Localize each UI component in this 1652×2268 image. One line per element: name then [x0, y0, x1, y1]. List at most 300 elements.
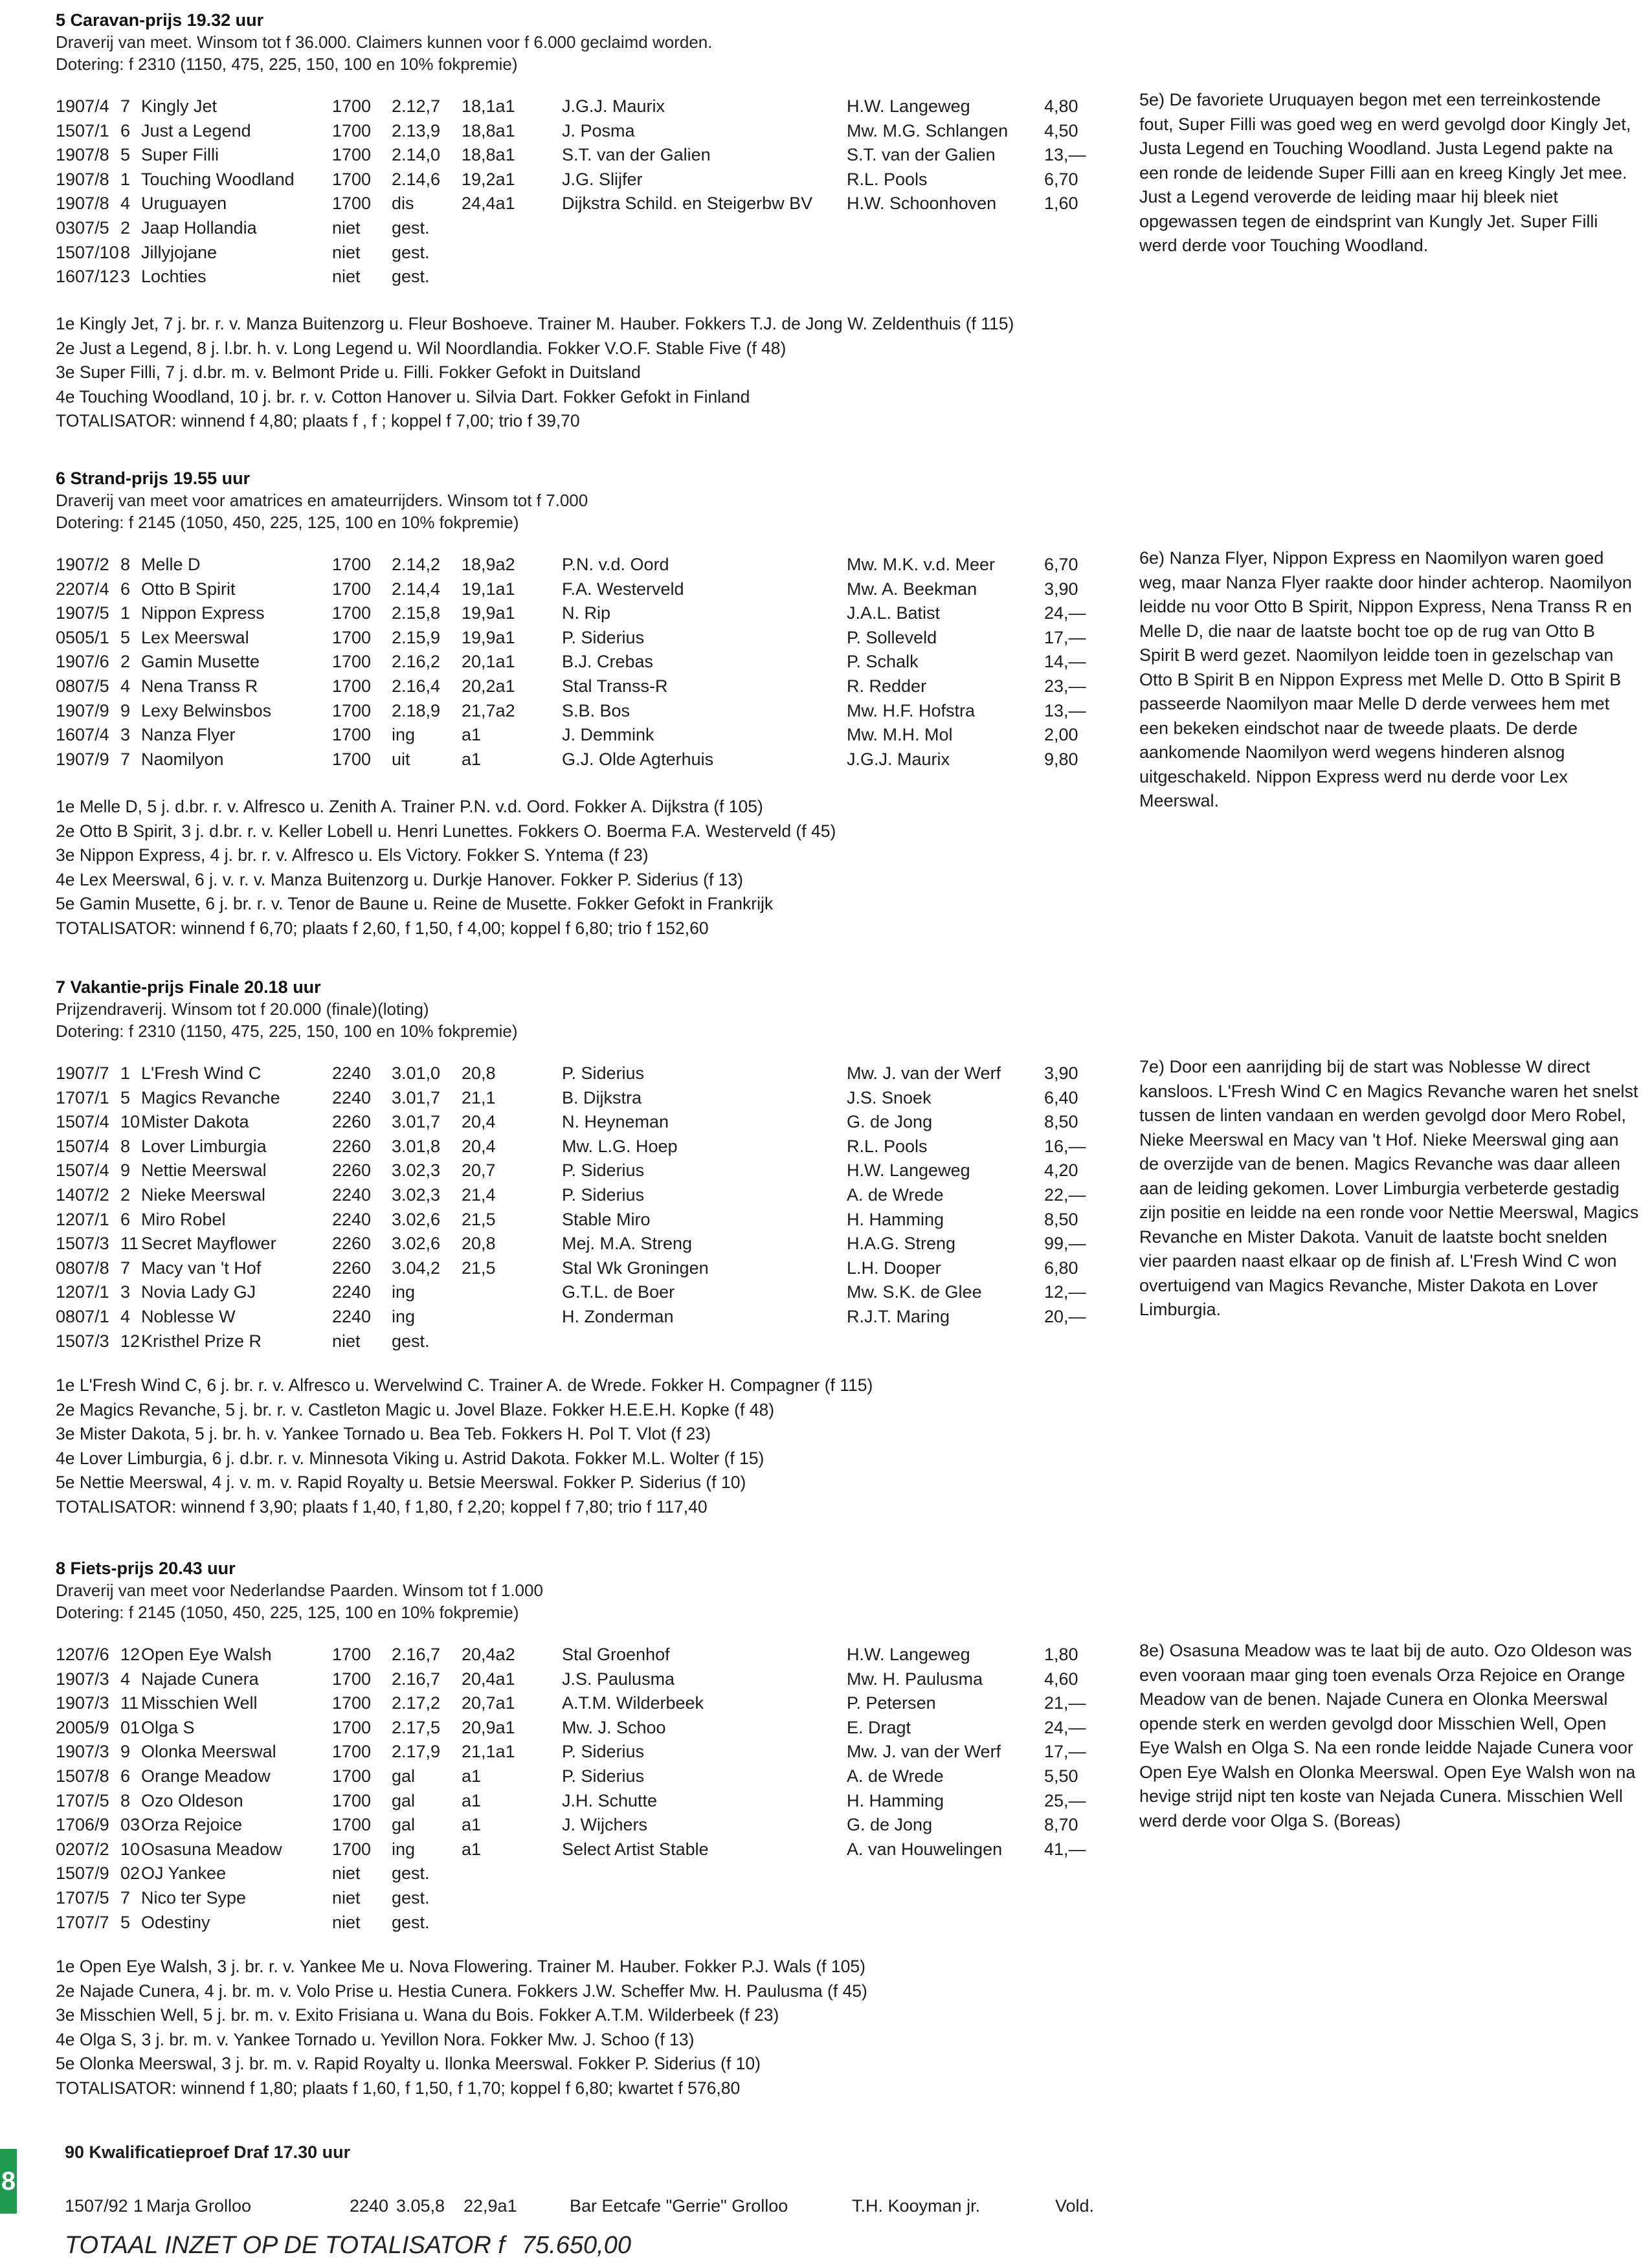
cell-red: 20,4 [462, 1112, 496, 1132]
cell-time: gest. [392, 1863, 430, 1884]
cell-name: Lover Limburgia [141, 1136, 267, 1156]
cell-rider: Stal Transs-R [562, 676, 668, 696]
cell-rider: J. Posma [562, 120, 635, 140]
cell-time: ing [392, 725, 416, 745]
cell-num: 4 [120, 194, 131, 214]
race-8 [56, 1557, 1635, 2100]
cell-odds [1044, 1911, 1099, 1935]
cell-trainer: R.L. Pools [847, 169, 928, 189]
results-table [56, 94, 1099, 289]
cell-trainer: Mw. J. van der Werf [847, 1063, 1001, 1083]
cell-code: 1507/4 [56, 1136, 109, 1156]
cell-trainer: Mw. M.H. Mol [847, 725, 953, 745]
cell-red: 20,8 [462, 1063, 496, 1083]
cell-red [462, 265, 562, 289]
cell-time: dis [392, 194, 414, 214]
cell-odds: 8,70 [1044, 1815, 1078, 1835]
cell-name: Magics Revanche [141, 1087, 280, 1107]
cell-red: 24,4a1 [462, 194, 515, 214]
cell-time: 3.02,6 [392, 1234, 441, 1254]
cell-trainer: Mw. S.K. de Glee [847, 1282, 982, 1302]
cell-rider: F.A. Westerveld [562, 579, 684, 599]
cell-num: 7 [120, 96, 131, 116]
cell-num: 11 [120, 1693, 139, 1713]
result-row [56, 1838, 1099, 1862]
cell-odds: 8,50 [1044, 1209, 1078, 1229]
cell-code: 1507/4 [56, 1161, 109, 1181]
detail-line: 3e Misschien Well, 5 j. br. m. v. Exito Frisiana u. Wana du Bois. Fokker A.T.M. Wilderbeek (f 23) [56, 2005, 779, 2025]
result-row [56, 1183, 1099, 1208]
cell-name: Miro Robel [141, 1209, 226, 1229]
race-results [56, 1643, 1635, 1940]
detail-line: 1e L'Fresh Wind C, 6 j. br. r. v. Alfresco u. Wervelwind C. Trainer A. de Wrede. Fokker H. Compagner (f 115) [56, 1375, 873, 1395]
q-rider: Bar Eetcafe "Gerrie" Grolloo [570, 2196, 788, 2216]
cell-trainer [847, 1329, 1044, 1354]
cell-num: 8 [120, 1136, 131, 1156]
cell-red: 20,4 [462, 1136, 496, 1156]
cell-red: 19,1a1 [462, 579, 515, 599]
cell-rider: Stable Miro [562, 1209, 651, 1229]
cell-trainer: Mw. H. Paulusma [847, 1669, 983, 1689]
cell-dist: 1700 [332, 96, 372, 116]
cell-trainer: H.A.G. Streng [847, 1234, 956, 1254]
cell-num: 7 [120, 1258, 131, 1278]
cell-time: 2.12,7 [392, 96, 441, 116]
cell-odds: 17,— [1044, 627, 1086, 647]
cell-code: 1507/3 [56, 1234, 109, 1254]
result-row [56, 119, 1099, 144]
race-6 [56, 467, 1635, 940]
result-row [56, 699, 1099, 724]
cell-rider: P. Siderius [562, 1766, 645, 1786]
cell-code: 1707/1 [56, 1087, 109, 1107]
cell-trainer: J.S. Snoek [847, 1087, 932, 1107]
cell-dist: 1700 [332, 1766, 372, 1786]
cell-odds: 99,— [1044, 1234, 1086, 1254]
cell-dist: niet [332, 1863, 361, 1884]
cell-time: gest. [392, 1912, 430, 1932]
result-row [56, 1643, 1099, 1667]
race-dotering: Dotering: f 2145 (1050, 450, 225, 125, 100 en 10% fokpremie) [56, 1603, 519, 1622]
cell-dist: niet [332, 267, 361, 287]
detail-line: 2e Magics Revanche, 5 j. br. r. v. Castleton Magic u. Jovel Blaze. Fokker H.E.E.H. Kopke (f 48) [56, 1399, 775, 1419]
cell-odds: 1,60 [1044, 194, 1078, 214]
cell-code: 1907/4 [56, 96, 109, 116]
cell-trainer: J.G.J. Maurix [847, 749, 950, 769]
cell-num: 3 [120, 1282, 131, 1302]
result-row [56, 1305, 1099, 1329]
detail-line: 1e Kingly Jet, 7 j. br. r. v. Manza Buitenzorg u. Fleur Boshoeve. Trainer M. Hauber. Fokkers T.J. de Jong W. Zeldenthuis (f 115) [56, 314, 1014, 333]
cell-num: 9 [120, 1742, 131, 1762]
cell-rider [562, 1329, 847, 1354]
race-conditions: Prijzendraverij. Winsom tot f 20.000 (finale)(loting) [56, 999, 429, 1019]
cell-trainer: L.H. Dooper [847, 1258, 941, 1278]
cell-num: 1 [120, 1063, 131, 1083]
cell-dist: 2260 [332, 1234, 372, 1254]
cell-name: Odestiny [141, 1912, 210, 1932]
cell-num: 6 [120, 1209, 131, 1229]
cell-code: 0807/1 [56, 1306, 109, 1326]
results-table [56, 1062, 1099, 1353]
cell-rider: Mej. M.A. Streng [562, 1234, 693, 1254]
cell-rider: G.J. Olde Agterhuis [562, 749, 714, 769]
cell-odds [1044, 1886, 1099, 1911]
cell-num: 4 [120, 676, 131, 696]
cell-time: gest. [392, 267, 430, 287]
cell-dist: 1700 [332, 652, 372, 672]
cell-dist: 1700 [332, 120, 372, 140]
results-table [56, 553, 1099, 772]
result-row [56, 1740, 1099, 1764]
cell-rider: H. Zonderman [562, 1306, 674, 1326]
cell-dist: niet [332, 1331, 361, 1351]
detail-line: 3e Nippon Express, 4 j. br. r. v. Alfresco u. Els Victory. Fokker S. Yntema (f 23) [56, 845, 649, 865]
cell-time: 2.16,2 [392, 652, 441, 672]
cell-time: 2.17,2 [392, 1693, 441, 1713]
race-conditions: Draverij van meet. Winsom tot f 36.000. Claimers kunnen voor f 6.000 geclaimd worden. [56, 32, 713, 52]
cell-rider: A.T.M. Wilderbeek [562, 1693, 704, 1713]
result-row [56, 1764, 1099, 1789]
q-name: Marja Grolloo [146, 2196, 252, 2216]
cell-time: gal [392, 1790, 416, 1810]
cell-name: Macy van 't Hof [141, 1258, 262, 1278]
cell-dist: 1700 [332, 749, 372, 769]
cell-red: 21,1 [462, 1087, 496, 1107]
cell-num: 10 [120, 1839, 140, 1859]
cell-name: Nieke Meerswal [141, 1184, 266, 1205]
cell-time: 2.13,9 [392, 120, 441, 140]
cell-rider: P.N. v.d. Oord [562, 555, 669, 574]
cell-num: 02 [120, 1863, 140, 1884]
cell-dist: 2240 [332, 1209, 372, 1229]
cell-code: 1907/9 [56, 700, 109, 720]
cell-trainer: R.J.T. Maring [847, 1306, 950, 1326]
cell-num: 11 [120, 1234, 139, 1254]
cell-odds: 6,80 [1044, 1258, 1078, 1278]
cell-name: L'Fresh Wind C [141, 1063, 262, 1083]
cell-name: Kristhel Prize R [141, 1331, 262, 1351]
cell-rider: S.B. Bos [562, 700, 631, 720]
cell-trainer: A. van Houwelingen [847, 1839, 1003, 1859]
race-title: 6 Strand-prijs 19.55 uur [56, 469, 251, 488]
cell-red: a1 [462, 1839, 482, 1859]
cell-rider [562, 1862, 847, 1886]
result-row [56, 94, 1099, 119]
race-title: 7 Vakantie-prijs Finale 20.18 uur [56, 977, 321, 997]
cell-num: 6 [120, 120, 131, 140]
race-7 [56, 976, 1639, 1519]
cell-odds: 4,80 [1044, 96, 1078, 116]
race-conditions: Draverij van meet voor Nederlandse Paarden. Winsom tot f 1.000 [56, 1581, 543, 1600]
cell-time: 2.14,4 [392, 579, 441, 599]
cell-dist: 2240 [332, 1282, 372, 1302]
result-row [56, 143, 1099, 168]
cell-code: 1407/2 [56, 1184, 109, 1205]
cell-dist: 2240 [332, 1087, 372, 1107]
cell-num: 01 [120, 1717, 140, 1737]
race-details [56, 1955, 1635, 2100]
cell-rider: J. Wijchers [562, 1815, 648, 1835]
cell-trainer: A. de Wrede [847, 1184, 944, 1205]
result-row [56, 1813, 1099, 1838]
cell-red [462, 1280, 562, 1305]
cell-name: Osasuna Meadow [141, 1839, 282, 1859]
cell-rider [562, 216, 847, 241]
cell-time: uit [392, 749, 410, 769]
cell-red [462, 1911, 562, 1935]
cell-code: 1907/3 [56, 1693, 109, 1713]
cell-name: Olga S [141, 1717, 195, 1737]
cell-code: 1907/3 [56, 1742, 109, 1762]
cell-rider: Mw. L.G. Hoep [562, 1136, 678, 1156]
cell-name: Lochties [141, 267, 206, 287]
result-row [56, 1256, 1099, 1281]
cell-rider: J.S. Paulusma [562, 1669, 675, 1689]
cell-rider: J.H. Schutte [562, 1790, 658, 1810]
cell-red [462, 216, 562, 241]
cell-rider [562, 1886, 847, 1911]
cell-red: 20,8 [462, 1234, 496, 1254]
cell-name: Jillyjojane [141, 242, 218, 262]
cell-dist: 1700 [332, 145, 372, 165]
cell-rider: P. Siderius [562, 1742, 645, 1762]
cell-num: 5 [120, 1912, 131, 1932]
cell-name: Melle D [141, 555, 201, 574]
cell-dist: 1700 [332, 627, 372, 647]
cell-red: a1 [462, 1815, 482, 1835]
detail-line: 4e Lover Limburgia, 6 j. d.br. r. v. Minnesota Viking u. Astrid Dakota. Fokker M.L. Wolter (f 15) [56, 1448, 765, 1468]
cell-name: Just a Legend [141, 120, 251, 140]
cell-rider: Mw. J. Schoo [562, 1717, 666, 1737]
cell-trainer [847, 241, 1044, 265]
cell-rider: J.G.J. Maurix [562, 96, 665, 116]
cell-dist: 1700 [332, 676, 372, 696]
cell-code: 1507/10 [56, 242, 119, 262]
detail-line: 2e Otto B Spirit, 3 j. d.br. r. v. Keller Lobell u. Henri Lunettes. Fokkers O. Boerma F.A. Westerveld (f 45) [56, 821, 836, 841]
cell-red: 21,7a2 [462, 700, 515, 720]
cell-rider [562, 265, 847, 289]
cell-red: a1 [462, 725, 482, 745]
cell-dist: 1700 [332, 579, 372, 599]
detail-line: 4e Touching Woodland, 10 j. br. r. v. Cotton Hanover u. Silvia Dart. Fokker Gefokt in Finland [56, 386, 750, 406]
detail-line: 5e Gamin Musette, 6 j. br. r. v. Tenor de Baune u. Reine de Musette. Fokker Gefokt in Frankrijk [56, 894, 774, 913]
cell-name: Touching Woodland [141, 169, 295, 189]
cell-trainer: P. Schalk [847, 652, 919, 672]
cell-odds: 20,— [1044, 1306, 1086, 1326]
cell-time: gest. [392, 242, 430, 262]
cell-trainer: S.T. van der Galien [847, 145, 996, 165]
cell-time: 3.04,2 [392, 1258, 441, 1278]
result-row [56, 1280, 1099, 1305]
totalisator-line: TOTALISATOR: winnend f 4,80; plaats f , f ; koppel f 7,00; trio f 39,70 [56, 411, 580, 430]
cell-rider: P. Siderius [562, 1161, 645, 1181]
cell-odds: 1,80 [1044, 1645, 1078, 1664]
cell-rider: G.T.L. de Boer [562, 1282, 675, 1302]
cell-odds: 25,— [1044, 1790, 1086, 1810]
cell-dist: 1700 [332, 1839, 372, 1859]
cell-odds [1044, 1862, 1099, 1886]
cell-name: Noblesse W [141, 1306, 236, 1326]
cell-code: 1907/3 [56, 1669, 109, 1689]
cell-code: 1507/4 [56, 1112, 109, 1132]
cell-odds: 21,— [1044, 1693, 1086, 1713]
cell-dist: 1700 [332, 700, 372, 720]
cell-trainer [847, 1886, 1044, 1911]
result-row [56, 626, 1099, 650]
qualification-title: 90 Kwalificatieproef Draf 17.30 uur [65, 2142, 351, 2162]
cell-dist: 1700 [332, 1790, 372, 1810]
cell-code: 1907/6 [56, 652, 109, 672]
cell-code: 1707/5 [56, 1790, 109, 1810]
cell-red: 20,7a1 [462, 1693, 515, 1713]
cell-dist: niet [332, 1912, 361, 1932]
q-trainer: T.H. Kooyman jr. [852, 2196, 981, 2216]
cell-time: 2.16,7 [392, 1645, 441, 1664]
race-details [56, 312, 1635, 434]
cell-num: 6 [120, 1766, 131, 1786]
cell-dist: 1700 [332, 1693, 372, 1713]
cell-name: Lex Meerswal [141, 627, 249, 647]
cell-num: 1 [120, 169, 131, 189]
cell-code: 2005/9 [56, 1717, 109, 1737]
cell-time: 2.16,4 [392, 676, 441, 696]
cell-odds: 17,— [1044, 1742, 1086, 1762]
cell-rider: Select Artist Stable [562, 1839, 709, 1859]
cell-trainer: H.W. Langeweg [847, 1645, 970, 1664]
cell-time: 3.01,8 [392, 1136, 441, 1156]
cell-trainer: Mw. J. van der Werf [847, 1742, 1001, 1762]
cell-trainer: H.W. Schoonhoven [847, 194, 997, 214]
cell-num: 5 [120, 627, 131, 647]
cell-name: Uruguayen [141, 194, 227, 214]
cell-dist: 2260 [332, 1258, 372, 1278]
result-row [56, 1862, 1099, 1886]
race-commentary: 8e) Osasuna Meadow was te laat bij de auto. Ozo Oldeson was even vooraan maar ging toen evenals Orza Rejoice en Orange Meadow van de benen. Najade Cunera en Olonka Meerswal opende sterk en werden gevolgd door Misschien Well, Open Eye Walsh en Olga S. Na een ronde leidde Najade Cunera voor Open Eye Walsh en Olonka Meerswal. Open Eye Walsh won na hevige strijd nipt ten koste van Nejada Cunera. Misschien Well werd derde voor Olga S. (Boreas) [1139, 1641, 1636, 1830]
cell-dist: 1700 [332, 603, 372, 623]
cell-trainer [847, 1862, 1044, 1886]
cell-red: a1 [462, 1766, 482, 1786]
cell-odds: 41,— [1044, 1839, 1086, 1859]
cell-dist: 1700 [332, 1742, 372, 1762]
cell-code: 0207/2 [56, 1839, 109, 1859]
cell-time: 2.17,5 [392, 1717, 441, 1737]
cell-trainer: H.W. Langeweg [847, 1161, 970, 1181]
cell-num: 10 [120, 1112, 140, 1132]
cell-time: ing [392, 1282, 416, 1302]
cell-name: Olonka Meerswal [141, 1742, 276, 1762]
cell-dist: 1700 [332, 725, 372, 745]
result-row [56, 748, 1099, 772]
cell-red: 20,4a2 [462, 1645, 515, 1664]
cell-trainer: R. Redder [847, 676, 927, 696]
cell-code: 0807/5 [56, 676, 109, 696]
cell-odds: 4,20 [1044, 1161, 1078, 1181]
cell-rider [562, 1911, 847, 1935]
cell-odds: 6,40 [1044, 1087, 1078, 1107]
total-line [65, 2232, 648, 2260]
cell-red: 19,2a1 [462, 169, 515, 189]
cell-red: 20,7 [462, 1161, 496, 1181]
result-row [56, 1208, 1099, 1232]
totalisator-line: TOTALISATOR: winnend f 6,70; plaats f 2,60, f 1,50, f 4,00; koppel f 6,80; trio f 152,60 [56, 918, 709, 938]
cell-code: 2207/4 [56, 579, 109, 599]
cell-dist: niet [332, 242, 361, 262]
result-row [56, 216, 1099, 241]
cell-red: 18,8a1 [462, 145, 515, 165]
cell-code: 1207/6 [56, 1645, 109, 1664]
cell-odds: 12,— [1044, 1282, 1086, 1302]
cell-time: 2.15,9 [392, 627, 441, 647]
detail-line: 1e Open Eye Walsh, 3 j. br. r. v. Yankee Me u. Nova Flowering. Trainer M. Hauber. Fokker P.J. Wals (f 105) [56, 1957, 865, 1976]
cell-odds: 16,— [1044, 1136, 1086, 1156]
cell-trainer [847, 1911, 1044, 1935]
cell-num: 4 [120, 1306, 131, 1326]
cell-time: 3.01,0 [392, 1063, 441, 1083]
cell-num: 12 [120, 1645, 140, 1664]
cell-trainer: Mw. A. Beekman [847, 579, 977, 599]
cell-code: 1907/2 [56, 555, 109, 574]
cell-name: Novia Lady GJ [141, 1282, 256, 1302]
cell-rider: J. Demmink [562, 725, 654, 745]
cell-red: 18,8a1 [462, 120, 515, 140]
result-row [56, 723, 1099, 748]
detail-line: 4e Lex Meerswal, 6 j. v. r. v. Manza Buitenzorg u. Durkje Hanover. Fokker P. Siderius (f 13) [56, 869, 743, 889]
cell-code: 1607/12 [56, 267, 119, 287]
cell-time: 3.01,7 [392, 1112, 441, 1132]
totalisator-line: TOTALISATOR: winnend f 1,80; plaats f 1,60, f 1,50, f 1,70; koppel f 6,80; kwartet f 576,80 [56, 2078, 741, 2098]
result-row [56, 1232, 1099, 1256]
race-details [56, 1373, 1635, 1519]
cell-time: ing [392, 1306, 416, 1326]
result-row [56, 241, 1099, 265]
cell-dist: niet [332, 1887, 361, 1907]
cell-name: Kingly Jet [141, 96, 218, 116]
race-title: 5 Caravan-prijs 19.32 uur [56, 10, 264, 30]
detail-line: 1e Melle D, 5 j. d.br. r. v. Alfresco u. Zenith A. Trainer P.N. v.d. Oord. Fokker A. Dijkstra (f 105) [56, 797, 763, 816]
cell-red: 20,4a1 [462, 1669, 515, 1689]
cell-red: 18,9a2 [462, 555, 515, 574]
cell-trainer: G. de Jong [847, 1112, 933, 1132]
cell-num: 5 [120, 145, 131, 165]
detail-line: 2e Just a Legend, 8 j. l.br. h. v. Long Legend u. Wil Noordlandia. Fokker V.O.F. Stable Five (f 48) [56, 338, 787, 358]
cell-num: 5 [120, 1087, 131, 1107]
cell-red [462, 1329, 562, 1354]
cell-trainer: A. de Wrede [847, 1766, 944, 1786]
cell-red [462, 1886, 562, 1911]
cell-code: 1907/8 [56, 194, 109, 214]
cell-rider: Stal Groenhof [562, 1645, 670, 1664]
cell-code: 1707/7 [56, 1912, 109, 1932]
race-5 [56, 9, 1635, 434]
cell-odds: 13,— [1044, 145, 1086, 165]
cell-red [462, 1862, 562, 1886]
result-row [56, 674, 1099, 699]
detail-line: 2e Najade Cunera, 4 j. br. m. v. Volo Prise u. Hestia Cunera. Fokkers J.W. Scheffer Mw. H. Paulusma (f 45) [56, 1981, 867, 2001]
race-title: 8 Fiets-prijs 20.43 uur [56, 1559, 236, 1578]
cell-odds: 6,70 [1044, 169, 1078, 189]
cell-name: Misschien Well [141, 1693, 258, 1713]
cell-time: 3.02,3 [392, 1184, 441, 1205]
q-dist: 2240 [350, 2196, 389, 2216]
cell-code: 1507/8 [56, 1766, 109, 1786]
cell-name: Orange Meadow [141, 1766, 271, 1786]
cell-name: Super Filli [141, 145, 219, 165]
cell-odds: 22,— [1044, 1184, 1086, 1205]
cell-num: 2 [120, 1184, 131, 1205]
cell-dist: 2240 [332, 1184, 372, 1205]
cell-odds: 9,80 [1044, 749, 1078, 769]
cell-num: 12 [120, 1331, 140, 1351]
